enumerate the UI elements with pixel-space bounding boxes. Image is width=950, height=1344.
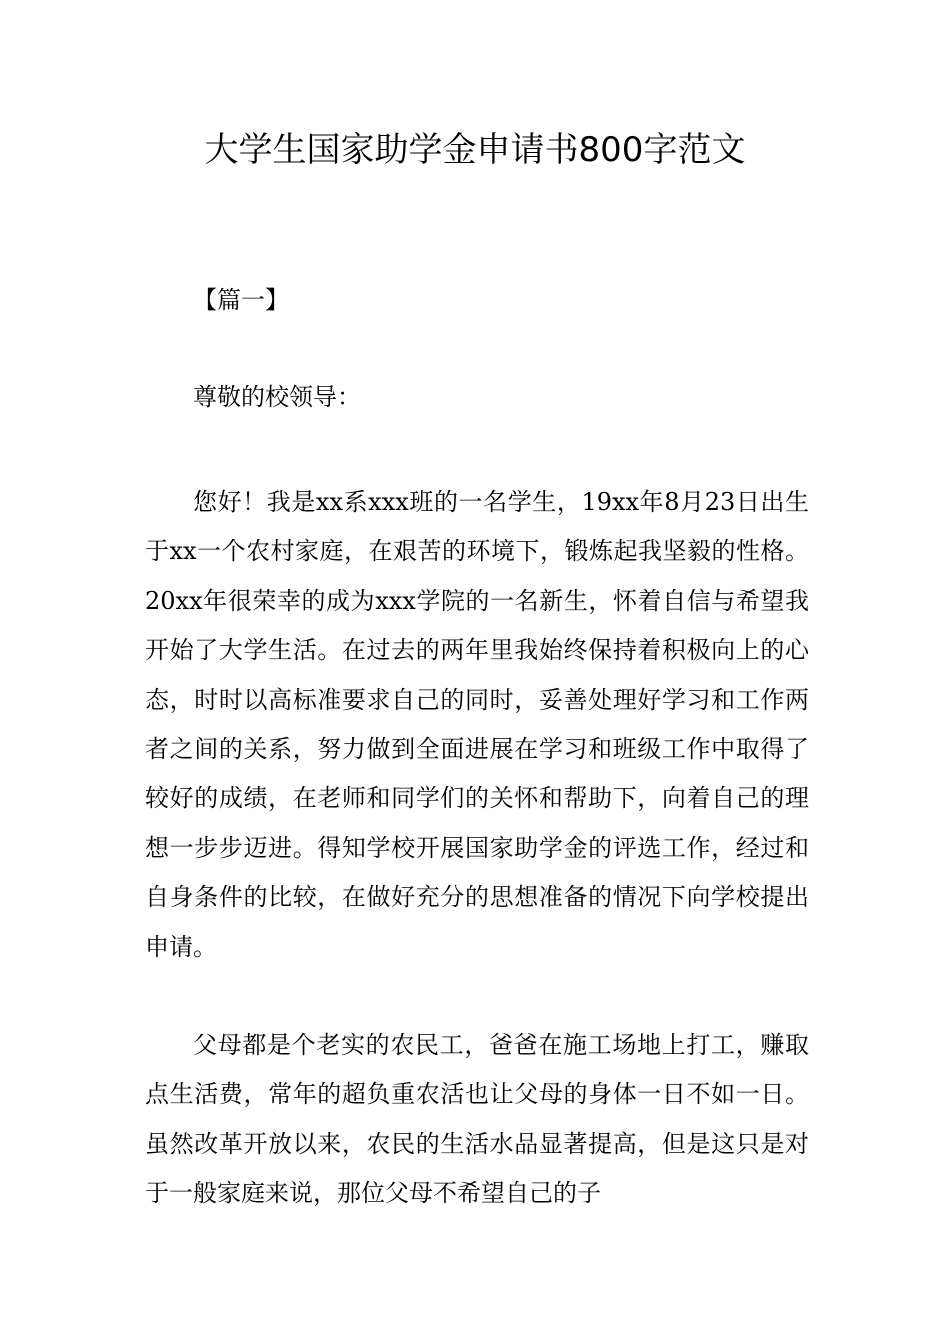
body-paragraph: 父母都是个老实的农民工，爸爸在施工场地上打工，赚取点生活费，常年的超负重农活也让父母的身体一日不如一日。虽然改革开放以来，农民的生活水品显著提高，但是这只是对于一般家庭来说，那位父母不希望自己的子 <box>145 1031 809 1208</box>
body-paragraph: 您好！我是xx系xxx班的一名学生，19xx年8月23日出生于xx一个农村家庭，在艰苦的环境下，锻炼起我坚毅的性格。20xx年很荣幸的成为xxx学院的一名新生，怀着自信与希望我开始了大学生活。在过去的两年里我始终保持着积极向上的心态，时时以高标准要求自己的同时，妥善处理好学习和工作两者之间的关系，努力做到全面进展在学习和班级工作中取得了较好的成绩，在老师和同学们的关怀和帮助下，向着自己的理想一步步迈进。得知学校开展国家助学金的评选工作，经过和自身条件的比较，在做好充分的思想准备的情况下向学校提出申请。 <box>145 488 809 961</box>
document-title: 大学生国家助学金申请书800字范文 <box>204 130 746 170</box>
section-label: 【篇一】 <box>193 286 289 314</box>
salutation: 尊敬的校领导： <box>193 383 361 411</box>
